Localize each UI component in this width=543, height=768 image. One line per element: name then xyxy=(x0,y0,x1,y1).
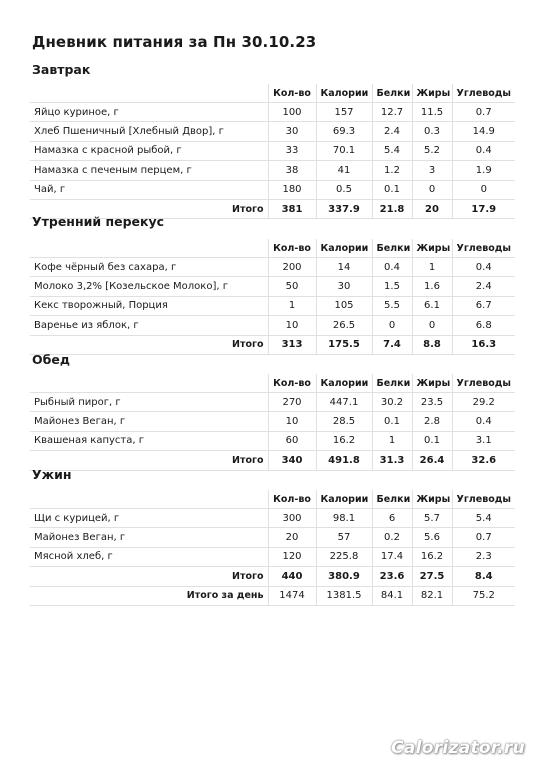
item-qty: 300 xyxy=(268,509,316,528)
item-carbs: 0 xyxy=(452,180,515,199)
header-calories: Калории xyxy=(316,84,372,103)
total-calories: 337.9 xyxy=(316,199,372,218)
header-calories: Калории xyxy=(316,239,372,258)
header-blank xyxy=(30,374,268,393)
item-calories: 225.8 xyxy=(316,547,372,566)
day-total-carbs: 75.2 xyxy=(452,586,515,605)
lunch-table xyxy=(30,374,515,471)
item-protein: 1 xyxy=(372,431,412,450)
item-name: Майонез Веган, г xyxy=(30,412,268,431)
item-name: Рыбный пирог, г xyxy=(30,393,268,412)
item-qty: 200 xyxy=(268,258,316,277)
item-fat: 2.8 xyxy=(412,412,452,431)
item-calories: 98.1 xyxy=(316,509,372,528)
item-name: Кекс творожный, Порция xyxy=(30,296,268,315)
total-row xyxy=(30,451,515,470)
table-header-row xyxy=(30,84,515,103)
total-protein: 31.3 xyxy=(372,451,412,470)
total-row xyxy=(30,567,515,586)
header-qty: Кол-во xyxy=(268,374,316,393)
total-fat: 8.8 xyxy=(412,335,452,354)
item-protein: 0 xyxy=(372,316,412,335)
item-name: Намазка с печеным перцем, г xyxy=(30,161,268,180)
item-calories: 70.1 xyxy=(316,141,372,160)
item-carbs: 3.1 xyxy=(452,431,515,450)
section-title-breakfast: Завтрак xyxy=(32,62,91,77)
section-title-dinner: Ужин xyxy=(32,467,72,482)
total-qty: 340 xyxy=(268,451,316,470)
item-fat: 11.5 xyxy=(412,103,452,122)
item-calories: 16.2 xyxy=(316,431,372,450)
item-name: Кофе чёрный без сахара, г xyxy=(30,258,268,277)
day-total-calories: 1381.5 xyxy=(316,586,372,605)
total-fat: 26.4 xyxy=(412,451,452,470)
item-carbs: 6.7 xyxy=(452,296,515,315)
table-row xyxy=(30,393,515,412)
total-carbs: 32.6 xyxy=(452,451,515,470)
total-qty: 440 xyxy=(268,567,316,586)
table-row xyxy=(30,316,515,335)
total-qty: 381 xyxy=(268,199,316,218)
item-protein: 17.4 xyxy=(372,547,412,566)
item-protein: 0.4 xyxy=(372,258,412,277)
section-title-lunch: Обед xyxy=(32,352,70,367)
item-fat: 0 xyxy=(412,180,452,199)
item-calories: 26.5 xyxy=(316,316,372,335)
item-calories: 69.3 xyxy=(316,122,372,141)
item-qty: 10 xyxy=(268,412,316,431)
item-name: Варенье из яблок, г xyxy=(30,316,268,335)
header-protein: Белки xyxy=(372,374,412,393)
item-qty: 10 xyxy=(268,316,316,335)
item-fat: 3 xyxy=(412,161,452,180)
header-calories: Калории xyxy=(316,490,372,509)
total-calories: 380.9 xyxy=(316,567,372,586)
total-calories: 175.5 xyxy=(316,335,372,354)
item-protein: 5.4 xyxy=(372,141,412,160)
page-title: Дневник питания за Пн 30.10.23 xyxy=(32,33,317,51)
item-qty: 1 xyxy=(268,296,316,315)
total-protein: 21.8 xyxy=(372,199,412,218)
item-qty: 33 xyxy=(268,141,316,160)
table-row xyxy=(30,180,515,199)
item-calories: 157 xyxy=(316,103,372,122)
header-fat: Жиры xyxy=(412,490,452,509)
item-qty: 180 xyxy=(268,180,316,199)
header-blank xyxy=(30,490,268,509)
item-qty: 20 xyxy=(268,528,316,547)
table-row xyxy=(30,412,515,431)
item-fat: 23.5 xyxy=(412,393,452,412)
table-row xyxy=(30,528,515,547)
item-qty: 30 xyxy=(268,122,316,141)
item-calories: 0.5 xyxy=(316,180,372,199)
item-fat: 16.2 xyxy=(412,547,452,566)
item-carbs: 0.4 xyxy=(452,141,515,160)
item-calories: 105 xyxy=(316,296,372,315)
item-qty: 38 xyxy=(268,161,316,180)
total-protein: 23.6 xyxy=(372,567,412,586)
table-row xyxy=(30,258,515,277)
item-carbs: 0.4 xyxy=(452,258,515,277)
watermark-logo: Calorizator.ru xyxy=(391,738,525,758)
header-calories: Калории xyxy=(316,374,372,393)
item-carbs: 0.7 xyxy=(452,103,515,122)
table-header-row xyxy=(30,374,515,393)
item-protein: 30.2 xyxy=(372,393,412,412)
item-qty: 270 xyxy=(268,393,316,412)
table-row xyxy=(30,547,515,566)
table-row xyxy=(30,509,515,528)
item-protein: 1.2 xyxy=(372,161,412,180)
header-carbs: Углеводы xyxy=(452,239,515,258)
item-calories: 447.1 xyxy=(316,393,372,412)
table-row xyxy=(30,431,515,450)
total-label: Итого xyxy=(30,451,268,470)
table-row xyxy=(30,296,515,315)
item-name: Намазка с красной рыбой, г xyxy=(30,141,268,160)
header-protein: Белки xyxy=(372,84,412,103)
item-calories: 28.5 xyxy=(316,412,372,431)
item-calories: 14 xyxy=(316,258,372,277)
day-total-label: Итого за день xyxy=(30,586,268,605)
item-protein: 6 xyxy=(372,509,412,528)
total-carbs: 8.4 xyxy=(452,567,515,586)
item-carbs: 6.8 xyxy=(452,316,515,335)
total-row xyxy=(30,335,515,354)
item-qty: 120 xyxy=(268,547,316,566)
table-row xyxy=(30,103,515,122)
header-fat: Жиры xyxy=(412,239,452,258)
item-calories: 41 xyxy=(316,161,372,180)
item-name: Чай, г xyxy=(30,180,268,199)
header-carbs: Углеводы xyxy=(452,374,515,393)
day-total-row xyxy=(30,586,515,605)
item-protein: 0.1 xyxy=(372,412,412,431)
header-fat: Жиры xyxy=(412,84,452,103)
item-protein: 12.7 xyxy=(372,103,412,122)
item-fat: 0.1 xyxy=(412,431,452,450)
item-qty: 100 xyxy=(268,103,316,122)
table-row xyxy=(30,161,515,180)
total-label: Итого xyxy=(30,567,268,586)
item-name: Майонез Веган, г xyxy=(30,528,268,547)
item-protein: 1.5 xyxy=(372,277,412,296)
item-carbs: 0.7 xyxy=(452,528,515,547)
table-header-row xyxy=(30,490,515,509)
item-fat: 5.2 xyxy=(412,141,452,160)
day-total-qty: 1474 xyxy=(268,586,316,605)
item-name: Яйцо куриное, г xyxy=(30,103,268,122)
header-blank xyxy=(30,84,268,103)
item-name: Молоко 3,2% [Козельское Молоко], г xyxy=(30,277,268,296)
day-total-protein: 84.1 xyxy=(372,586,412,605)
header-protein: Белки xyxy=(372,239,412,258)
table-row xyxy=(30,277,515,296)
item-name: Хлеб Пшеничный [Хлебный Двор], г xyxy=(30,122,268,141)
item-carbs: 5.4 xyxy=(452,509,515,528)
item-name: Щи с курицей, г xyxy=(30,509,268,528)
item-carbs: 2.3 xyxy=(452,547,515,566)
item-fat: 5.6 xyxy=(412,528,452,547)
item-qty: 60 xyxy=(268,431,316,450)
item-name: Мясной хлеб, г xyxy=(30,547,268,566)
total-fat: 27.5 xyxy=(412,567,452,586)
section-title-morning-snack: Утренний перекус xyxy=(32,214,165,229)
morning-snack-table xyxy=(30,239,515,355)
item-calories: 30 xyxy=(316,277,372,296)
item-carbs: 2.4 xyxy=(452,277,515,296)
table-header-row xyxy=(30,239,515,258)
total-carbs: 16.3 xyxy=(452,335,515,354)
item-fat: 6.1 xyxy=(412,296,452,315)
item-fat: 1 xyxy=(412,258,452,277)
total-fat: 20 xyxy=(412,199,452,218)
total-carbs: 17.9 xyxy=(452,199,515,218)
day-total-fat: 82.1 xyxy=(412,586,452,605)
header-blank xyxy=(30,239,268,258)
header-carbs: Углеводы xyxy=(452,490,515,509)
total-protein: 7.4 xyxy=(372,335,412,354)
total-calories: 491.8 xyxy=(316,451,372,470)
item-protein: 5.5 xyxy=(372,296,412,315)
item-carbs: 14.9 xyxy=(452,122,515,141)
table-row xyxy=(30,122,515,141)
item-fat: 0 xyxy=(412,316,452,335)
total-qty: 313 xyxy=(268,335,316,354)
breakfast-table xyxy=(30,84,515,219)
item-carbs: 29.2 xyxy=(452,393,515,412)
item-name: Квашеная капуста, г xyxy=(30,431,268,450)
item-protein: 0.1 xyxy=(372,180,412,199)
header-qty: Кол-во xyxy=(268,490,316,509)
total-label: Итого xyxy=(30,199,268,218)
header-protein: Белки xyxy=(372,490,412,509)
header-qty: Кол-во xyxy=(268,239,316,258)
item-calories: 57 xyxy=(316,528,372,547)
item-qty: 50 xyxy=(268,277,316,296)
total-label: Итого xyxy=(30,335,268,354)
header-qty: Кол-во xyxy=(268,84,316,103)
table-row xyxy=(30,141,515,160)
item-fat: 5.7 xyxy=(412,509,452,528)
dinner-table xyxy=(30,490,515,606)
item-carbs: 1.9 xyxy=(452,161,515,180)
item-protein: 0.2 xyxy=(372,528,412,547)
item-protein: 2.4 xyxy=(372,122,412,141)
header-carbs: Углеводы xyxy=(452,84,515,103)
item-fat: 0.3 xyxy=(412,122,452,141)
item-fat: 1.6 xyxy=(412,277,452,296)
header-fat: Жиры xyxy=(412,374,452,393)
item-carbs: 0.4 xyxy=(452,412,515,431)
